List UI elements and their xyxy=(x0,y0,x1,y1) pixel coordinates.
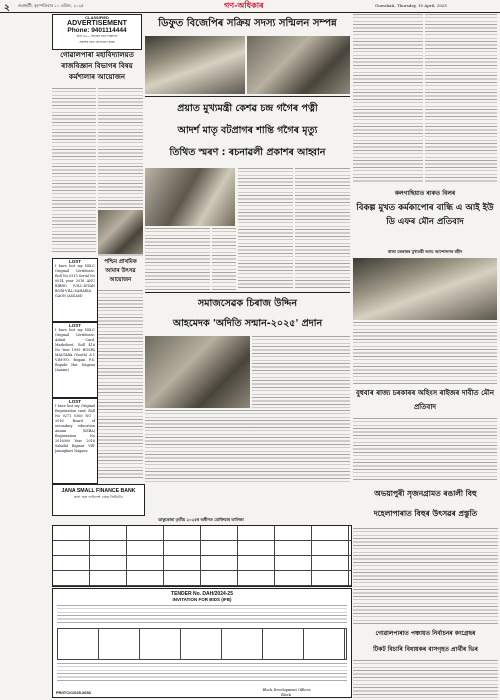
right-story-1-photo xyxy=(353,258,497,320)
tender-footer-right: Block Development Officer, xyxy=(262,688,311,692)
right-story-2-body xyxy=(353,418,497,480)
lost-ad-3 xyxy=(52,398,98,484)
top-headline: ডিফুত বিজেপিৰ সক্ৰিয় সদস্য সন্মিলন সম্পন্ন xyxy=(158,18,337,29)
bottom-right-2-headline-2: টিকট বিচাৰি বিধায়কৰ বাসগৃহত প্ৰাৰ্থীৰ ভিৰ xyxy=(373,646,478,653)
bottom-right-1-body xyxy=(353,528,498,624)
second-story-body-3 xyxy=(295,168,350,290)
right-story-2-headline: বুধবাৰ ৰাজ্য চৰকাৰৰ অহিংস ৰাইজৰ দাবীত মৌন প্ৰতিবাদ xyxy=(355,389,495,411)
tender-body xyxy=(57,605,347,625)
lost-ad-title: LOST xyxy=(69,259,81,264)
second-story-body-2 xyxy=(238,168,293,290)
mid-story-body-2 xyxy=(145,410,350,482)
lost-ad-body: I have lost my Original Registration card, Roll No 0271 0360 NO : 2016 Board of secondary education Assam (SEBA) Registration No 2016000 Year 2016 Sahidul Rajmar Vill-Jamughuri Nagaon xyxy=(55,404,95,453)
lost-ad-2 xyxy=(52,322,98,398)
bank-ad-title: JANA SMALL FINANCE BANK xyxy=(61,488,136,494)
tender-footer-right-2: Block xyxy=(281,693,291,697)
bank-ad-sub: জনা স্মল ফাইনেন্স বেংক লিমিটেড xyxy=(73,495,124,499)
tender-subtitle: INVITATION FOR BIDS (IFB) xyxy=(172,597,232,602)
bottom-right-1-headline-2: দহেলাপাৰাত বিহুৰ উৎসৱৰ প্ৰস্তুতি xyxy=(373,509,478,518)
mid-left-headline: পশ্চিম প্ৰাথমিক আমাৰ উৎসৱ আয়োজন xyxy=(104,259,137,283)
mid-story-headline-1: সমাজসেৱক চিৰাজ উদ্দিন xyxy=(198,298,297,309)
bank-ad xyxy=(52,484,145,516)
classified-phone: Phone: 9401114444 xyxy=(67,27,127,34)
masthead-logo: গণ-অধিকাৰ xyxy=(224,0,264,10)
lost-ad-body: I have lost my HSLC Original Certificate. Roll No 0315 Serial No 0014 year 2016 ANU BIBRO (VILL-DIYAN BORI-VILL-SAHARIA GAON (ASSAM) xyxy=(55,264,95,298)
left-margin-strip xyxy=(0,14,48,698)
left-story-photo xyxy=(98,210,143,254)
mid-story-body-1 xyxy=(252,336,350,408)
tender-notice xyxy=(52,588,352,698)
tender-body-2 xyxy=(57,663,347,681)
second-story-photo xyxy=(145,168,235,226)
masthead xyxy=(0,0,500,13)
tender-title: TENDER No. DAH/2024-25 xyxy=(171,591,233,597)
right-story-1-sub: ৰাজ্য চৰকাৰৰ মুখ্যমন্ত্ৰী অসম আন্দোলনৰ শ্বহীদ xyxy=(387,249,463,254)
bottom-right-1-headline-1: অভয়াপুৰী সৃজনগ্ৰামত ৰঙালী বিহু xyxy=(374,489,477,498)
classified-label: CLASSIFIED xyxy=(85,15,109,20)
classified-note-1: নিত্য ৪০— আখৰৰ বাবে বিজ্ঞাপন xyxy=(76,34,118,38)
notice-header: ডাকুকোৰা তৃতীয় ২০২৫ৰ অধীনত মোক্তিয়াৰ তালিকা xyxy=(158,517,244,522)
date-right: Guwahati, Thursday, 10 April, 2025 xyxy=(375,3,447,8)
classified-note-2: প্ৰকাশৰ বাবে যোগাযোগ কৰক xyxy=(79,40,115,44)
mid-divider xyxy=(145,292,350,293)
page-number: ২ xyxy=(4,3,10,13)
top-photo-right xyxy=(247,36,350,94)
right-story-1-kicker: কলগাছিয়াত ৰাকত বিলৰ xyxy=(394,190,456,197)
lost-ad-title: LOST xyxy=(69,399,81,404)
right-story-1-body xyxy=(353,322,497,384)
right-col-top-2 xyxy=(425,14,497,184)
second-headline-line-3: তিথিত স্মৰণ : ৰচনাৱলী প্ৰকাশৰ আহ্বান xyxy=(169,147,326,158)
top-photo-left xyxy=(145,36,245,94)
bottom-right-2-headline-1: গোৱালপাৰাত পঞ্চায়ত নিৰ্বাচনৰ কংগ্ৰেছৰ xyxy=(375,630,476,637)
classified-title: ADVERTISEMENT xyxy=(67,20,127,27)
left-story-body xyxy=(52,88,96,253)
second-story-body-4 xyxy=(212,228,236,290)
left-story-headline: গোৱালপাৰা মহাবিদ্যালয়ত ৰাজবিজ্ঞান বিভাগৰ বিষয় কৰ্মশালাৰ আয়োজন xyxy=(60,51,134,81)
divider xyxy=(145,96,350,97)
right-story-1-headline: বিকল্প মুখত কৰ্মকাপোৰ বান্ধি এ আই ইউ ডি এফৰ মৌন প্ৰতিবাদ xyxy=(356,203,494,227)
classified-ad xyxy=(52,14,142,50)
mid-story-photo xyxy=(145,336,250,408)
second-headline-line-2: আদৰ্শ মাতৃ বটপ্ৰাগৰ শান্তি গগৈৰ মৃত্যু xyxy=(177,125,318,136)
lost-ad-body: I have lost my HSLC Original Certificate, Admit Card, Marksheet, Roll 416 No Year 1999 HOSPA MALTABA (South) A-1 VIM-P.O. Bogam P.S. Rupahi Hat Nagaon (Assam) xyxy=(55,328,95,372)
lost-ad-title: LOST xyxy=(69,323,81,328)
right-col-top-1 xyxy=(353,14,423,184)
notice-table xyxy=(52,525,352,587)
mid-left-body xyxy=(98,290,143,480)
mid-story-headline-2: আহমেদক 'অদিতি সন্মান-২০২৫' প্ৰদান xyxy=(172,318,323,329)
bottom-right-2-body xyxy=(353,660,498,698)
second-headline-line-1: প্ৰয়াত মুখ্যমন্ত্ৰী কেশৱ চন্দ্ৰ গগৈৰ পত্নী xyxy=(177,103,318,114)
tender-footer-left: PR/ITC/C/025.2653 xyxy=(56,690,91,695)
date-left: গুৱাহাটী, বৃহস্পতিবাৰ ১০ এপ্ৰিল, ২০২৫ xyxy=(18,3,84,8)
lost-ad-1 xyxy=(52,258,98,322)
tender-table xyxy=(57,628,347,660)
second-story-body-1 xyxy=(145,228,210,290)
